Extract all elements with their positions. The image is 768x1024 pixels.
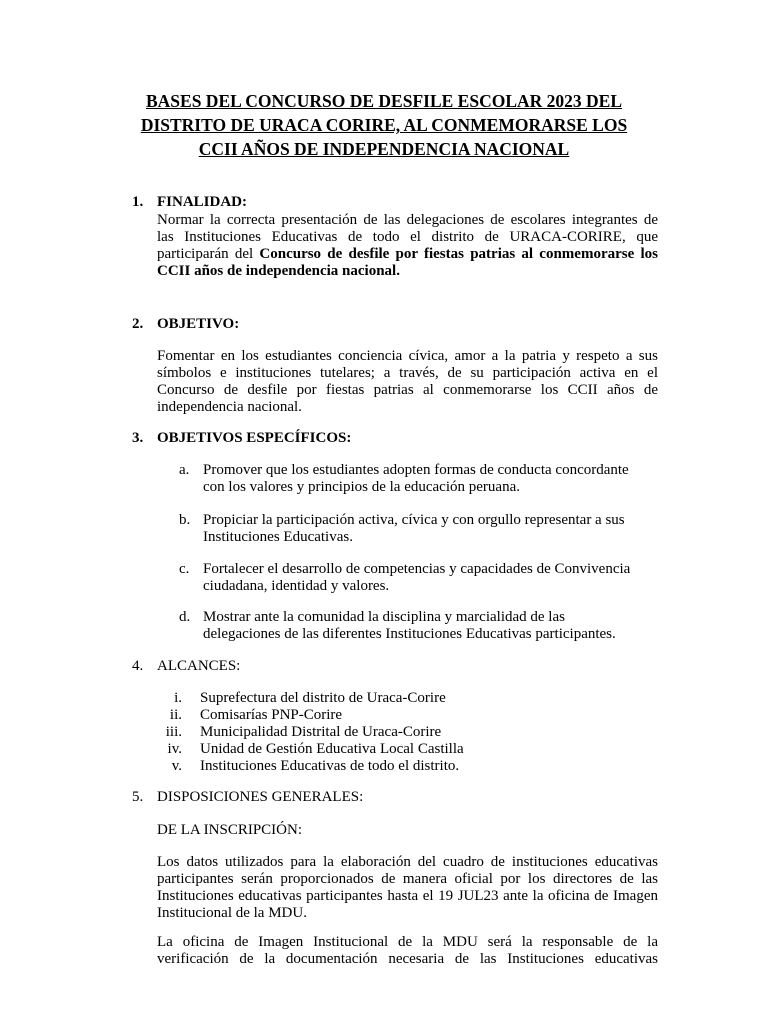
list-item-label: ii. <box>169 707 182 723</box>
section-2-paragraph <box>157 348 658 416</box>
paragraph-bold-text: Concurso de desfile por fiestas patrias al conmemorarse los <box>259 246 658 262</box>
list-item-text: Instituciones Educativas de todo el distrito. <box>200 758 460 774</box>
list-item-text: Unidad de Gestión Educativa Local Castilla <box>200 741 464 757</box>
paragraph-line: Fomentar en los estudiantes conciencia cívica, amor a la patria y respeto a sus <box>157 348 658 364</box>
paragraph-text: participarán del <box>157 246 260 262</box>
document-title <box>110 89 658 161</box>
title-line-2: DISTRITO DE URACA CORIRE, AL CONMEMORARSE LOS <box>140 115 628 135</box>
list-item-text <box>203 512 649 546</box>
title-line-1: BASES DEL CONCURSO DE DESFILE ESCOLAR 2023 DEL <box>145 91 623 111</box>
list-item-text <box>203 561 649 595</box>
paragraph-line: Los datos utilizados para la elaboración del cuadro de instituciones educativas <box>157 854 658 870</box>
list-item-label: v. <box>171 758 182 774</box>
paragraph-line: CCII años de independencia nacional. <box>157 263 400 279</box>
paragraph-line: verificación de la documentación necesaria de las Instituciones educativas <box>157 951 658 967</box>
list-item-label: iii. <box>165 724 182 740</box>
section-4-heading: ALCANCES: <box>157 658 241 674</box>
list-item-label: d. <box>179 609 191 625</box>
list-item-line: Instituciones Educativas. <box>203 529 353 545</box>
section-3-heading: OBJETIVOS ESPECÍFICOS: <box>157 430 352 446</box>
list-item-text <box>203 609 649 643</box>
section-2-heading: OBJETIVO: <box>157 316 240 332</box>
list-item-line: Promover que los estudiantes adopten formas de conducta concordante <box>203 462 629 478</box>
paragraph-line: Instituciones educativas participantes hasta el 19 JUL23 ante la oficina de Imagen <box>157 888 658 904</box>
section-2-number: 2. <box>132 316 144 332</box>
section-1-number: 1. <box>132 194 144 210</box>
list-item-text: Municipalidad Distrital de Uraca-Corire <box>200 724 442 740</box>
list-item-label: b. <box>179 512 191 528</box>
paragraph-line: Concurso de desfile por fiestas patrias al conmemorarse los CCII años de <box>157 382 658 398</box>
list-item-text: Suprefectura del distrito de Uraca-Corire <box>200 690 446 706</box>
section-3-number: 3. <box>132 430 144 446</box>
list-item-line: Propiciar la participación activa, cívica y con orgullo representar a sus <box>203 512 625 528</box>
section-5-heading: DISPOSICIONES GENERALES: <box>157 789 364 805</box>
section-1-paragraph <box>157 212 658 280</box>
list-item-label: i. <box>174 690 182 706</box>
paragraph-line: participantes serán proporcionados de manera oficial por los directores de las <box>157 871 658 887</box>
list-item-text: Comisarías PNP-Corire <box>200 707 343 723</box>
title-line-3: CCII AÑOS DE INDEPENDENCIA NACIONAL <box>198 139 570 159</box>
section-5-number: 5. <box>132 789 144 805</box>
list-item-line: Fortalecer el desarrollo de competencias y capacidades de Convivencia <box>203 561 631 577</box>
paragraph-line: La oficina de Imagen Institucional de la MDU será la responsable de la <box>157 934 658 950</box>
section-5-paragraph-2 <box>157 934 658 968</box>
paragraph-line <box>157 246 658 263</box>
list-item-label: iv. <box>167 741 182 757</box>
list-item-label: a. <box>179 462 190 478</box>
list-item-line: delegaciones de las diferentes Instituciones Educativas participantes. <box>203 626 616 642</box>
paragraph-line: independencia nacional. <box>157 399 302 415</box>
paragraph-line: Normar la correcta presentación de las delegaciones de escolares integrantes de <box>157 212 658 228</box>
subsection-heading: DE LA INSCRIPCIÓN: <box>157 822 303 838</box>
paragraph-line: Institucional de la MDU. <box>157 905 307 921</box>
paragraph-line: las Instituciones Educativas de todo el distrito de URACA-CORIRE, que <box>157 229 658 245</box>
list-item-line: con los valores y principios de la educación peruana. <box>203 479 520 495</box>
paragraph-line: símbolos e instituciones tutelares; a través, de su participación activa en el <box>157 365 658 381</box>
list-item-text <box>203 462 649 496</box>
section-1-heading: FINALIDAD: <box>157 194 247 210</box>
section-4-number: 4. <box>132 658 144 674</box>
list-item-line: Mostrar ante la comunidad la disciplina y marcialidad de las <box>203 609 565 625</box>
list-item-line: ciudadana, identidad y valores. <box>203 578 390 594</box>
list-item-label: c. <box>179 561 190 577</box>
section-5-paragraph-1 <box>157 854 658 922</box>
